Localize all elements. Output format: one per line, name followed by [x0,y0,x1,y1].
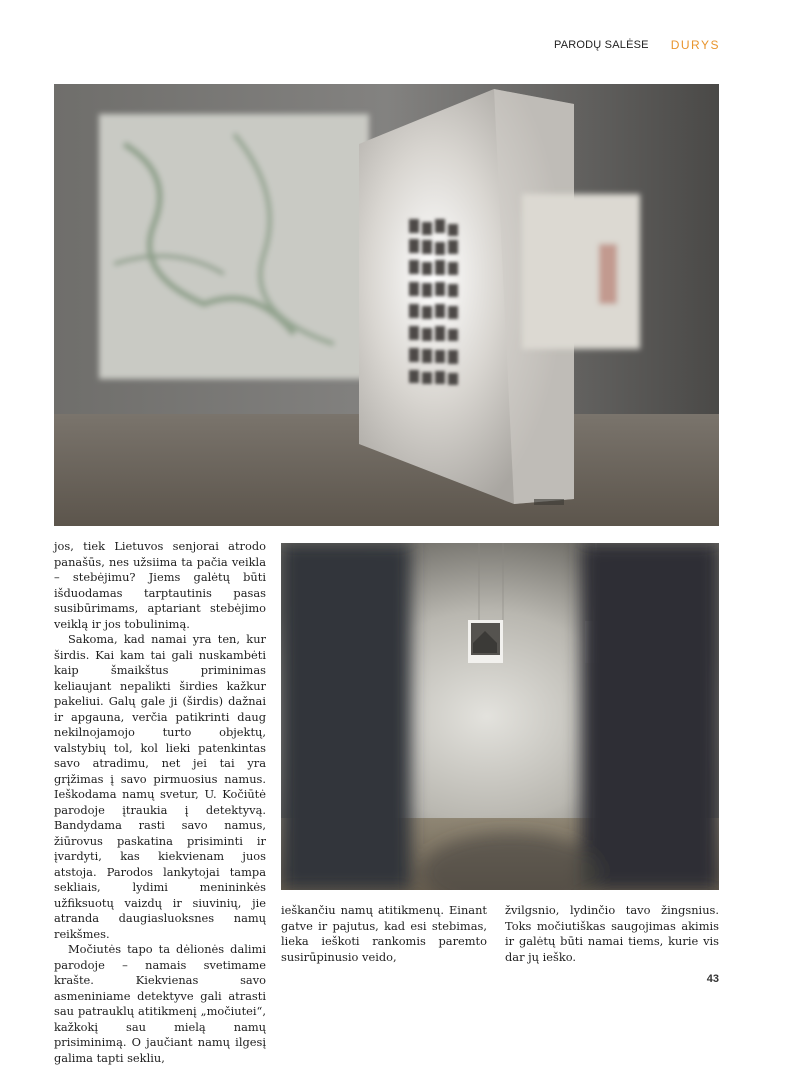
article-column-2 [281,903,487,965]
page-number: 43 [706,973,719,985]
exhibition-photo-top-image [54,84,719,526]
exhibition-photo-top [54,84,719,526]
magazine-name: DURYS [670,38,720,52]
paragraph: Sakoma, kad namai yra ten, kur širdis. Kai kam tai gali nuskambėti kaip šmaikštus priminimas keliaujant nepalikti širdies kažkur pakeliui. Galų gale ji (širdis) dažnai ir apgauna, verčia patikrinti daug nekilnojamojo turto objektų, valstybių tol, kol lieki patenkintas savo atradimu, net jei tai yra grįžimas į savo pirmuosius namus. Ieškodama namų svetur, U. Kočiūtė parodoje įtraukia į detektyvą. Bandydama rasti savo namus, žiūrovus paskatina prisiminti ir įvardyti, kas kiekvienam juos atstoja. Parodos lankytojai tampa sekliais, lydimi menininkės užfiksuotų vaizdų ir siuvinių, jie atranda daugiasluoksnes namų reikšmes. [54,632,266,941]
article-column-3 [505,903,719,965]
paragraph: žvilgsnio, lydinčio tavo žingsnius. Toks močiutiškas saugojimas akimis ir galėtų būti namai tiems, kurie vis dar jų ieško. [505,903,719,964]
paragraph: ieškančiu namų atitikmenų. Einant gatve ir pajutus, kad esi stebimas, lieka ieškoti rankomis paremto susirūpinusio veido, [281,903,487,964]
exhibition-photo-middle-image [281,543,719,890]
article-column-1 [54,539,266,1066]
section-title: PARODŲ SALĖSE [553,39,649,51]
paragraph: jos, tiek Lietuvos senjorai atrodo panašūs, nes užsiima ta pačia veikla – stebėjimu? Jiems galėtų būti išduodamas tarptautinis pasas susibūrimams, aptariant stebėjimo veiklą ir jos tobulinimą. [54,539,266,631]
exhibition-photo-middle [281,543,719,890]
page-header [554,38,720,52]
paragraph: Močiutės tapo ta dėlionės dalimi parodoje – namais svetimame krašte. Kiekvienas savo asmeniniame detektyve gali atrasti sau patrauklų atitikmenį „močiutei“, kažkokį sau mielą namų prisiminimą. O jaučiant namų ilgesį galima tapti sekliu, [54,942,266,1065]
